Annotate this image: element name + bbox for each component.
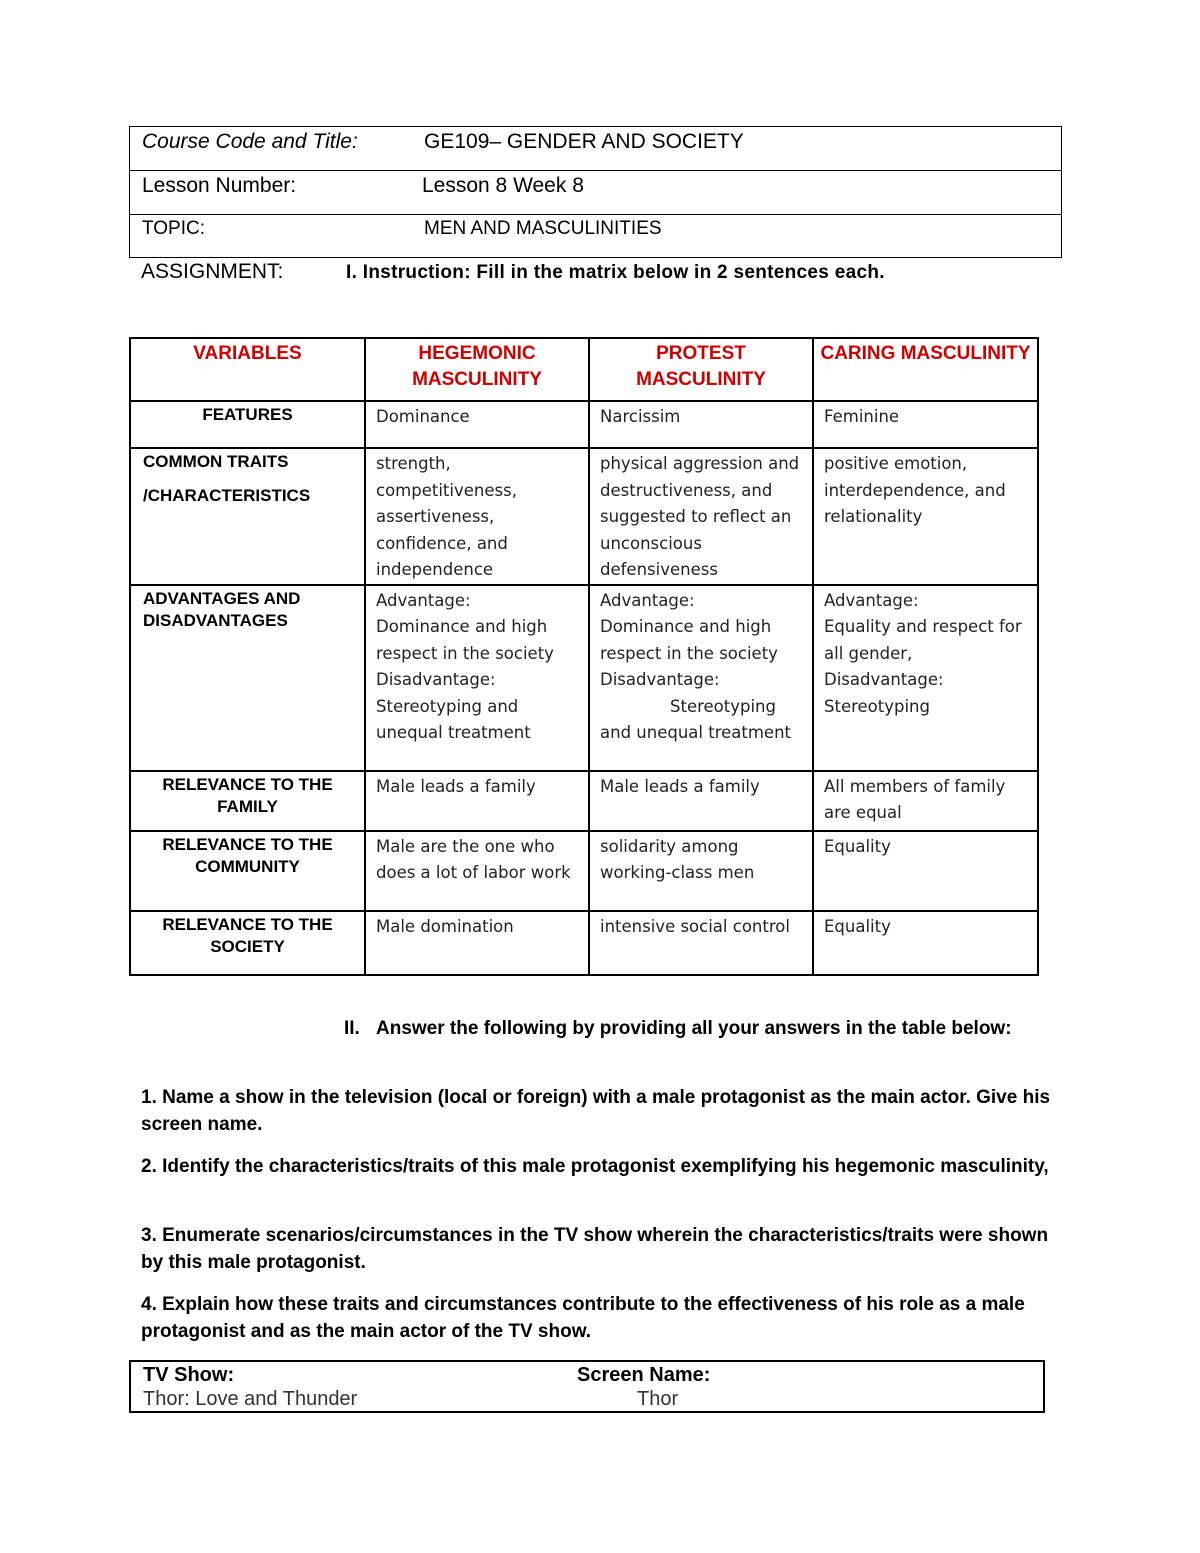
community-caring: Equality (813, 831, 1038, 911)
topic-row (130, 215, 1061, 259)
family-hegemonic: Male leads a family (365, 771, 589, 831)
society-protest: intensive social control (589, 911, 813, 975)
part-two-text: Answer the following by providing all your answers in the table below: (376, 1018, 1012, 1039)
society-hegemonic: Male domination (365, 911, 589, 975)
hegemonic-dis-text: Stereotyping and unequal treatment (376, 696, 531, 742)
topic-label: TOPIC: (142, 218, 205, 239)
screen-name-value: Thor (637, 1388, 679, 1410)
course-label: Course Code and Title: (142, 130, 358, 153)
community-label: RELEVANCE TO THE COMMUNITY (130, 831, 365, 911)
community-protest: solidarity among working-class men (589, 831, 813, 911)
assignment-line (141, 260, 885, 284)
advantages-protest (589, 585, 813, 771)
protest-adv-label: Advantage: (600, 590, 695, 610)
part-two-heading (344, 1015, 1044, 1042)
question-4: 4. Explain how these traits and circumstances contribute to the effectiveness of his role as a male protagonist and as the main actor of the TV show. (141, 1294, 1025, 1342)
community-row (130, 831, 1038, 911)
traits-label (130, 448, 365, 585)
society-caring: Equality (813, 911, 1038, 975)
traits-label-line2: /CHARACTERISTICS (143, 486, 311, 505)
traits-hegemonic: strength, competitiveness, assertiveness, confidence, and independence (365, 448, 589, 585)
screen-name-label: Screen Name: (577, 1364, 711, 1386)
topic-value: MEN AND MASCULINITIES (424, 218, 662, 239)
caring-adv-text: Equality and respect for all gender, (824, 617, 1022, 663)
caring-dis-text: Stereotyping (824, 696, 930, 716)
caring-dis-label: Disadvantage: (824, 670, 944, 689)
advantages-row (130, 585, 1038, 771)
family-protest: Male leads a family (589, 771, 813, 831)
header-hegemonic: HEGEMONIC MASCULINITY (365, 338, 589, 401)
course-value: GE109– GENDER AND SOCIETY (424, 130, 744, 153)
traits-row (130, 448, 1038, 585)
family-row (130, 771, 1038, 831)
header-protest: PROTEST MASCULINITY (589, 338, 813, 401)
family-caring: All members of family are equal (813, 771, 1038, 831)
question-1: 1. Name a show in the television (local or foreign) with a male protagonist as the main actor. Give his screen name. (141, 1087, 1051, 1135)
protest-dis-text-a: Stereotyping (670, 696, 776, 716)
traits-label-line1: COMMON TRAITS (143, 452, 289, 471)
protest-adv-text: Dominance and high respect in the society (600, 617, 778, 663)
society-label: RELEVANCE TO THE SOCIETY (130, 911, 365, 975)
advantages-hegemonic (365, 585, 589, 771)
hegemonic-adv-label: Advantage: (376, 590, 471, 610)
tv-show-label: TV Show: (143, 1364, 235, 1386)
advantages-label: ADVANTAGES AND DISADVANTAGES (130, 585, 365, 771)
masculinity-matrix (129, 337, 1039, 976)
part-two-number: II. (344, 1018, 360, 1039)
traits-protest: physical aggression and destructiveness, and suggested to reflect an unconscious defensiveness (589, 448, 813, 585)
question-3: 3. Enumerate scenarios/circumstances in the TV show wherein the characteristics/traits were shown by this male protagonist. (141, 1225, 1049, 1273)
question-2: 2. Identify the characteristics/traits of this male protagonist exemplifying his hegemonic masculinity, (141, 1156, 1049, 1177)
family-label: RELEVANCE TO THE FAMILY (130, 771, 365, 831)
features-label: FEATURES (130, 401, 365, 448)
lesson-row (130, 171, 1061, 215)
protest-dis-label: Disadvantage: (600, 670, 720, 689)
community-hegemonic: Male are the one who does a lot of labor work (365, 831, 589, 911)
traits-caring: positive emotion, interdependence, and relationality (813, 448, 1038, 585)
lesson-label: Lesson Number: (142, 174, 297, 197)
hegemonic-dis-label: Disadvantage: (376, 670, 496, 689)
lesson-value: Lesson 8 Week 8 (422, 174, 584, 197)
hegemonic-adv-text: Dominance and high respect in the society (376, 617, 554, 663)
matrix-header-row (130, 338, 1038, 401)
protest-dis-text-b: and unequal treatment (600, 723, 791, 742)
features-caring: Feminine (813, 401, 1038, 448)
header-caring: CARING MASCULINITY (813, 338, 1038, 401)
advantages-caring (813, 585, 1038, 771)
society-row (130, 911, 1038, 975)
header-variables: VARIABLES (130, 338, 365, 401)
tv-show-value: Thor: Love and Thunder (143, 1388, 358, 1410)
course-info-table (129, 126, 1062, 258)
features-row (130, 401, 1038, 448)
caring-adv-label: Advantage: (824, 590, 919, 610)
course-row (130, 127, 1061, 171)
assignment-label: ASSIGNMENT: (141, 260, 284, 283)
assignment-instruction: I. Instruction: Fill in the matrix below in 2 sentences each. (346, 262, 885, 283)
answer-table (129, 1360, 1045, 1413)
features-protest: Narcissim (589, 401, 813, 448)
features-hegemonic: Dominance (365, 401, 589, 448)
